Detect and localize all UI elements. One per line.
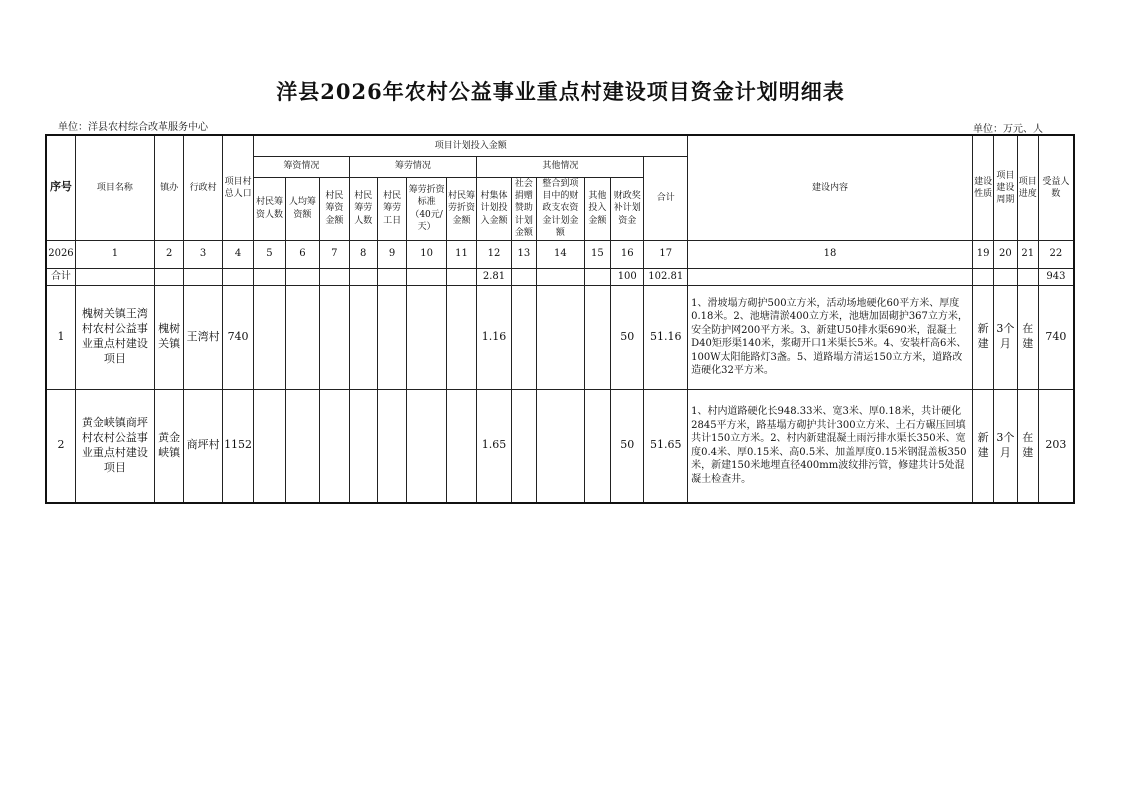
index-cell: 16 [611, 240, 644, 268]
row-seq: 2 [46, 389, 75, 503]
index-cell: 2 [154, 240, 183, 268]
header-population: 项目村总人口 [222, 135, 253, 240]
header-c10: 筹劳折资标准（40元/天） [407, 177, 447, 240]
index-cell: 18 [688, 240, 973, 268]
index-cell: 3 [184, 240, 223, 268]
index-cell: 10 [407, 240, 447, 268]
row-c17: 51.16 [644, 285, 688, 389]
index-cell: 14 [537, 240, 585, 268]
row-nature: 新建 [972, 389, 993, 503]
header-funds-group: 筹资情况 [254, 156, 349, 177]
row-period: 3个月 [994, 285, 1017, 389]
row-c12: 1.16 [477, 285, 511, 389]
row-project-name: 槐树关镇王湾村农村公益事业重点村建设项目 [75, 285, 154, 389]
index-cell: 6 [285, 240, 319, 268]
header-c11: 村民筹劳折资金额 [446, 177, 476, 240]
total-label: 合计 [46, 268, 75, 285]
header-nature: 建设性质 [972, 135, 993, 240]
index-cell: 21 [1017, 240, 1038, 268]
row-progress: 在建 [1017, 285, 1038, 389]
header-c17: 合计 [644, 156, 688, 240]
index-cell: 17 [644, 240, 688, 268]
header-c9: 村民筹劳工日 [377, 177, 406, 240]
row-beneficiaries: 740 [1038, 285, 1074, 389]
header-c13: 社会捐赠赞助计划金额 [511, 177, 536, 240]
row-content: 1、村内道路硬化长948.33米、宽3米、厚0.18米，共计硬化2845平方米，路基塌方砌护共计300立方米、土石方碾压回填共计150立方米。2、村内新建混凝土雨污排水渠长350米、宽度0.4米、厚0.15米、高0.5米、加盖厚度0.15米钢混盖板350米，新建150米地埋直径400mm波纹排污管，修建共计5处混凝土检查井。 [688, 389, 973, 503]
header-c12: 村集体计划投入金额 [477, 177, 511, 240]
row-nature: 新建 [972, 285, 993, 389]
total-c12: 2.81 [477, 268, 511, 285]
row-town: 槐树关镇 [154, 285, 183, 389]
index-cell: 19 [972, 240, 993, 268]
header-content: 建设内容 [688, 135, 973, 240]
row-content: 1、滑坡塌方砌护500立方米，活动场地硬化60平方米、厚度0.18米。2、池塘清淤400立方米，池塘加固砌护367立方米，安全防护网200平方米。3、新建U50排水渠690米，混凝土D40矩形渠140米，浆砌开口1米渠长5米。4、安装杆高6米、100W太阳能路灯3盏。5、道路塌方清运150立方米，道路改造硬化32平方米。 [688, 285, 973, 389]
row-period: 3个月 [994, 389, 1017, 503]
index-cell: 4 [222, 240, 253, 268]
header-investment-group: 项目计划投入金额 [254, 135, 688, 156]
row-village: 王湾村 [184, 285, 223, 389]
header-progress: 项目进度 [1017, 135, 1038, 240]
header-labor-group: 筹劳情况 [349, 156, 477, 177]
header-seq: 序号 [46, 135, 75, 240]
index-cell: 5 [254, 240, 285, 268]
page-title: 洋县2026年农村公益事业重点村建设项目资金计划明细表 [276, 79, 845, 104]
index-cell: 7 [320, 240, 349, 268]
row-progress: 在建 [1017, 389, 1038, 503]
header-c6: 人均筹资额 [285, 177, 319, 240]
header-town: 镇办 [154, 135, 183, 240]
row-c17: 51.65 [644, 389, 688, 503]
header-c8: 村民筹劳人数 [349, 177, 377, 240]
index-cell: 9 [377, 240, 406, 268]
total-beneficiaries: 943 [1038, 268, 1074, 285]
total-c17: 102.81 [644, 268, 688, 285]
index-cell: 13 [511, 240, 536, 268]
unit-measure: 单位：万元、人 [973, 124, 1043, 135]
header-project-name: 项目名称 [75, 135, 154, 240]
row-population: 740 [222, 285, 253, 389]
index-cell: 8 [349, 240, 377, 268]
row-seq: 1 [46, 285, 75, 389]
index-cell: 12 [477, 240, 511, 268]
fund-plan-table [45, 134, 1075, 504]
index-cell: 22 [1038, 240, 1074, 268]
header-beneficiaries: 受益人数 [1038, 135, 1074, 240]
header-c15: 其他投入金额 [584, 177, 610, 240]
table-row [46, 285, 1074, 389]
row-population: 1152 [222, 389, 253, 503]
row-town: 黄金峡镇 [154, 389, 183, 503]
column-index-row [46, 240, 1074, 268]
total-row [46, 268, 1074, 285]
header-village: 行政村 [184, 135, 223, 240]
index-cell: 15 [584, 240, 610, 268]
row-c16: 50 [611, 285, 644, 389]
total-c16: 100 [611, 268, 644, 285]
row-c16: 50 [611, 389, 644, 503]
table-row [46, 389, 1074, 503]
index-cell: 20 [994, 240, 1017, 268]
row-c12: 1.65 [477, 389, 511, 503]
unit-organization: 单位：洋县农村综合改革服务中心 [58, 122, 208, 133]
header-period: 项目建设周期 [994, 135, 1017, 240]
index-cell: 1 [75, 240, 154, 268]
index-cell: 11 [446, 240, 476, 268]
header-other-group: 其他情况 [477, 156, 644, 177]
index-cell: 2026 [46, 240, 75, 268]
row-project-name: 黄金峡镇商坪村农村公益事业重点村建设项目 [75, 389, 154, 503]
header-c16: 财政奖补计划资金 [611, 177, 644, 240]
row-village: 商坪村 [184, 389, 223, 503]
header-c7: 村民筹资金额 [320, 177, 349, 240]
row-beneficiaries: 203 [1038, 389, 1074, 503]
header-c5: 村民筹资人数 [254, 177, 285, 240]
header-c14: 整合到项目中的财政支农资金计划金额 [537, 177, 585, 240]
